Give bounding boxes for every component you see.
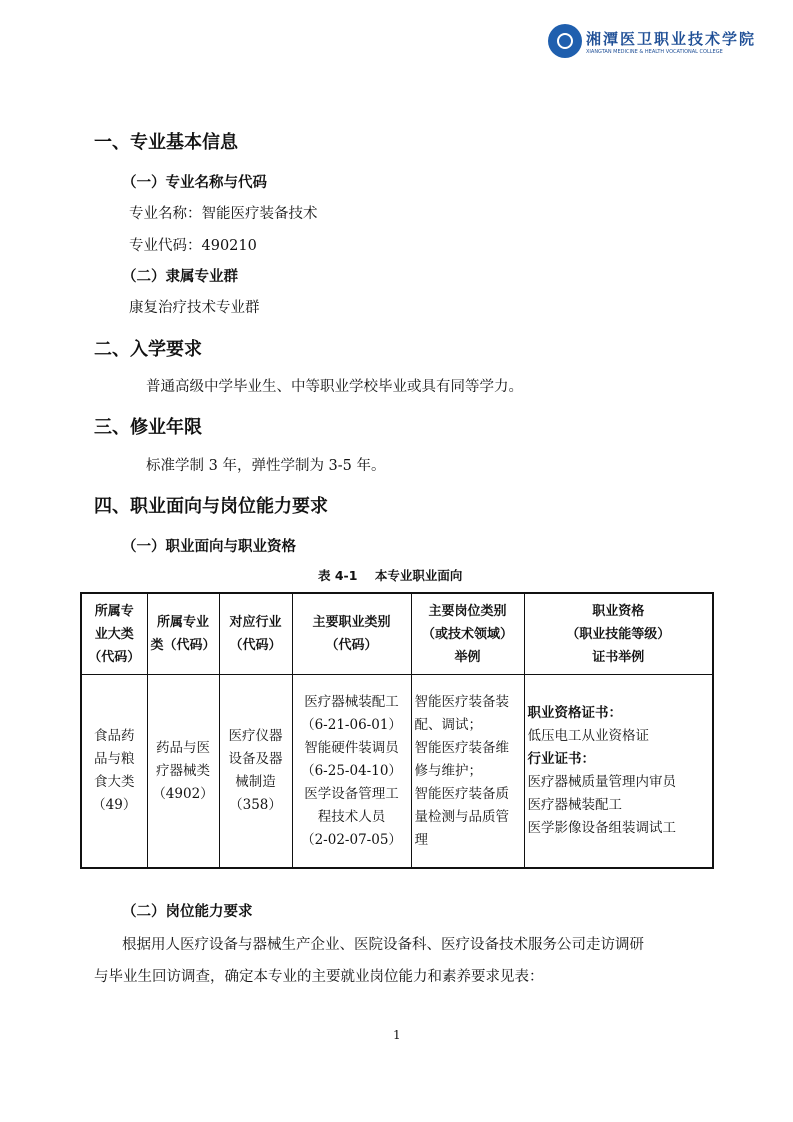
section-2-heading: 二、入学要求 — [94, 339, 202, 360]
header-cell: 所属专 业大类 （代码） — [81, 593, 147, 675]
cert-label: 职业资格证书： — [527, 705, 622, 721]
page-number: 1 — [393, 1028, 401, 1042]
cert-label: 行业证书： — [527, 751, 595, 767]
logo-name-cn: 湘潭医卫职业技术学院 — [586, 29, 757, 48]
section-3-heading: 三、修业年限 — [94, 417, 202, 438]
table-cell: 食品药 品与粮 食大类 （49） — [81, 675, 147, 869]
subsection-heading: （二）隶属专业群 — [122, 269, 238, 285]
cert-item: 医疗器械装配工 — [527, 797, 622, 813]
subsection-heading: （一）职业面向与职业资格 — [122, 539, 296, 555]
section-1-heading: 一、专业基本信息 — [94, 132, 238, 153]
paragraph-line: 根据用人医疗设备与器械生产企业、医院设备科、医疗设备技术服务公司走访调研 — [122, 937, 644, 953]
table-caption: 表 4-1 本专业职业面向 — [318, 568, 463, 583]
career-orientation-table — [80, 592, 714, 869]
table-row — [81, 675, 713, 869]
header-cell: 主要职业类别 （代码） — [292, 593, 411, 675]
subsection-heading: （二）岗位能力要求 — [122, 904, 253, 920]
paragraph-line: 与毕业生回访调查，确定本专业的主要就业岗位能力和素养要求见表： — [94, 969, 544, 985]
header-cell: 所属专业 类（代码） — [147, 593, 219, 675]
major-code: 专业代码：490210 — [129, 238, 257, 254]
major-name: 专业名称：智能医疗装备技术 — [129, 206, 318, 222]
cert-item: 医学影像设备组装调试工 — [527, 820, 676, 836]
table-cell: 医疗仪器 设备及器 械制造 （358） — [219, 675, 292, 869]
table-cell: 智能医疗装备装 配、调试； 智能医疗装备维 修与维护； 智能医疗装备质 量检测与品质管 理 — [411, 675, 524, 869]
certificate-cell — [524, 675, 713, 869]
college-logo — [548, 24, 756, 58]
header-cell: 主要岗位类别 （或技术领域） 举例 — [411, 593, 524, 675]
header-cell: 对应行业 （代码） — [219, 593, 292, 675]
duration-text: 标准学制 3 年，弹性学制为 3-5 年。 — [146, 458, 386, 474]
logo-name-en: XIANGTAN MEDICINE & HEALTH VOCATIONAL COLLEGE — [586, 48, 723, 55]
table-cell: 药品与医 疗器械类 （4902） — [147, 675, 219, 869]
admission-text: 普通高级中学毕业生、中等职业学校毕业或具有同等学力。 — [146, 379, 523, 395]
cert-item: 医疗器械质量管理内审员 — [527, 774, 676, 790]
major-group: 康复治疗技术专业群 — [129, 300, 260, 316]
subsection-heading: （一）专业名称与代码 — [122, 175, 267, 191]
section-4-heading: 四、职业面向与岗位能力要求 — [94, 496, 328, 517]
table-header-row — [81, 593, 713, 675]
header-cell: 职业资格 （职业技能等级） 证书举例 — [524, 593, 713, 675]
table-cell: 医疗器械装配工 （6-21-06-01） 智能硬件装调员 （6-25-04-10） 医学设备管理工 程技术人员 （2-02-07-05） — [292, 675, 411, 869]
college-seal-icon — [548, 24, 582, 58]
cert-item: 低压电工从业资格证 — [527, 728, 649, 744]
